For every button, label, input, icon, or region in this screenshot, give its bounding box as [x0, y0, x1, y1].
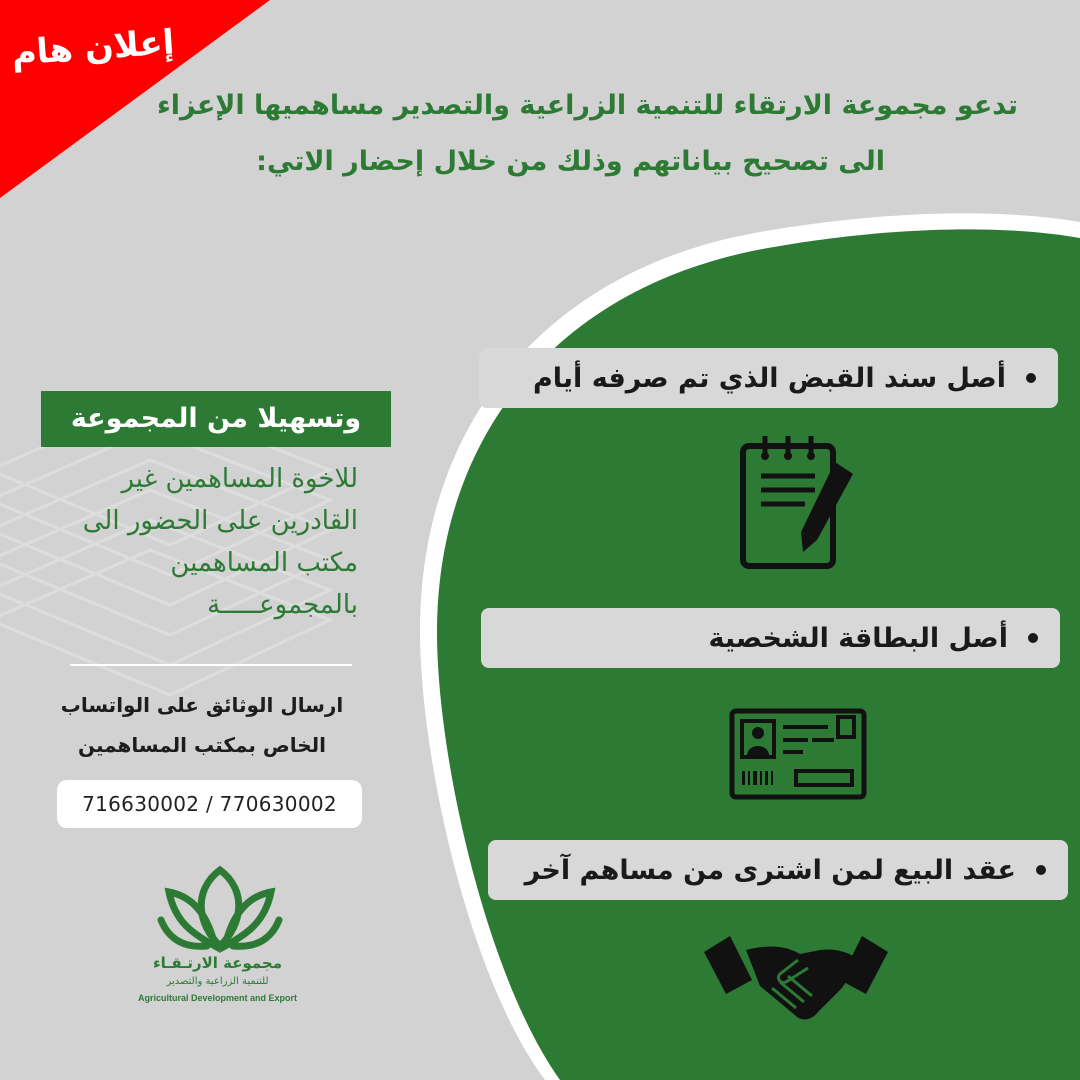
- requirement-receipt: [479, 348, 1058, 408]
- requirement-label: عقد البيع لمن اشترى من مساهم آخر: [524, 854, 1016, 886]
- requirement-label: أصل سند القبض الذي تم صرفه أيام: [532, 362, 1006, 394]
- bullet-icon: [1036, 865, 1046, 875]
- divider: [70, 664, 352, 666]
- requirement-sale-contract: [488, 840, 1068, 900]
- handshake-icon: [700, 930, 892, 1025]
- requirement-id-card: [481, 608, 1060, 668]
- headline-line-1: تدعو مجموعة الارتقاء للتنمية الزراعية والتصدير مساهميها الإعزاء: [157, 90, 1018, 121]
- logo-subtitle-arabic: للتنمية الزراعية والتصدير: [166, 976, 269, 987]
- requirement-label: أصل البطاقة الشخصية: [708, 622, 1008, 654]
- whatsapp-instructions: [40, 685, 364, 765]
- id-card-icon: [728, 707, 868, 802]
- bullet-icon: [1026, 373, 1036, 383]
- facility-title: وتسهيلا من المجموعة: [41, 391, 391, 447]
- phone-numbers[interactable]: 716630002 / 770630002: [57, 780, 362, 828]
- whatsapp-line-1: ارسال الوثائق على الواتساب: [60, 693, 344, 717]
- headline-line-2: الى تصحيح بياناتهم وذلك من خلال إحضار الاتي:: [256, 146, 885, 177]
- whatsapp-line-2: الخاص بمكتب المساهمين: [77, 733, 327, 757]
- logo-name-english: Agricultural Development and Export: [137, 993, 298, 1003]
- bullet-icon: [1028, 633, 1038, 643]
- notepad-icon: [735, 432, 860, 572]
- facility-description: للاخوة المساهمين غير القادرين على الحضور الى مكتب المساهمين بالمجموعـــــة: [82, 464, 358, 620]
- announcement-label: إعلان هام: [10, 22, 176, 74]
- logo-name-arabic: مجموعة الارتـقـاء: [152, 954, 283, 972]
